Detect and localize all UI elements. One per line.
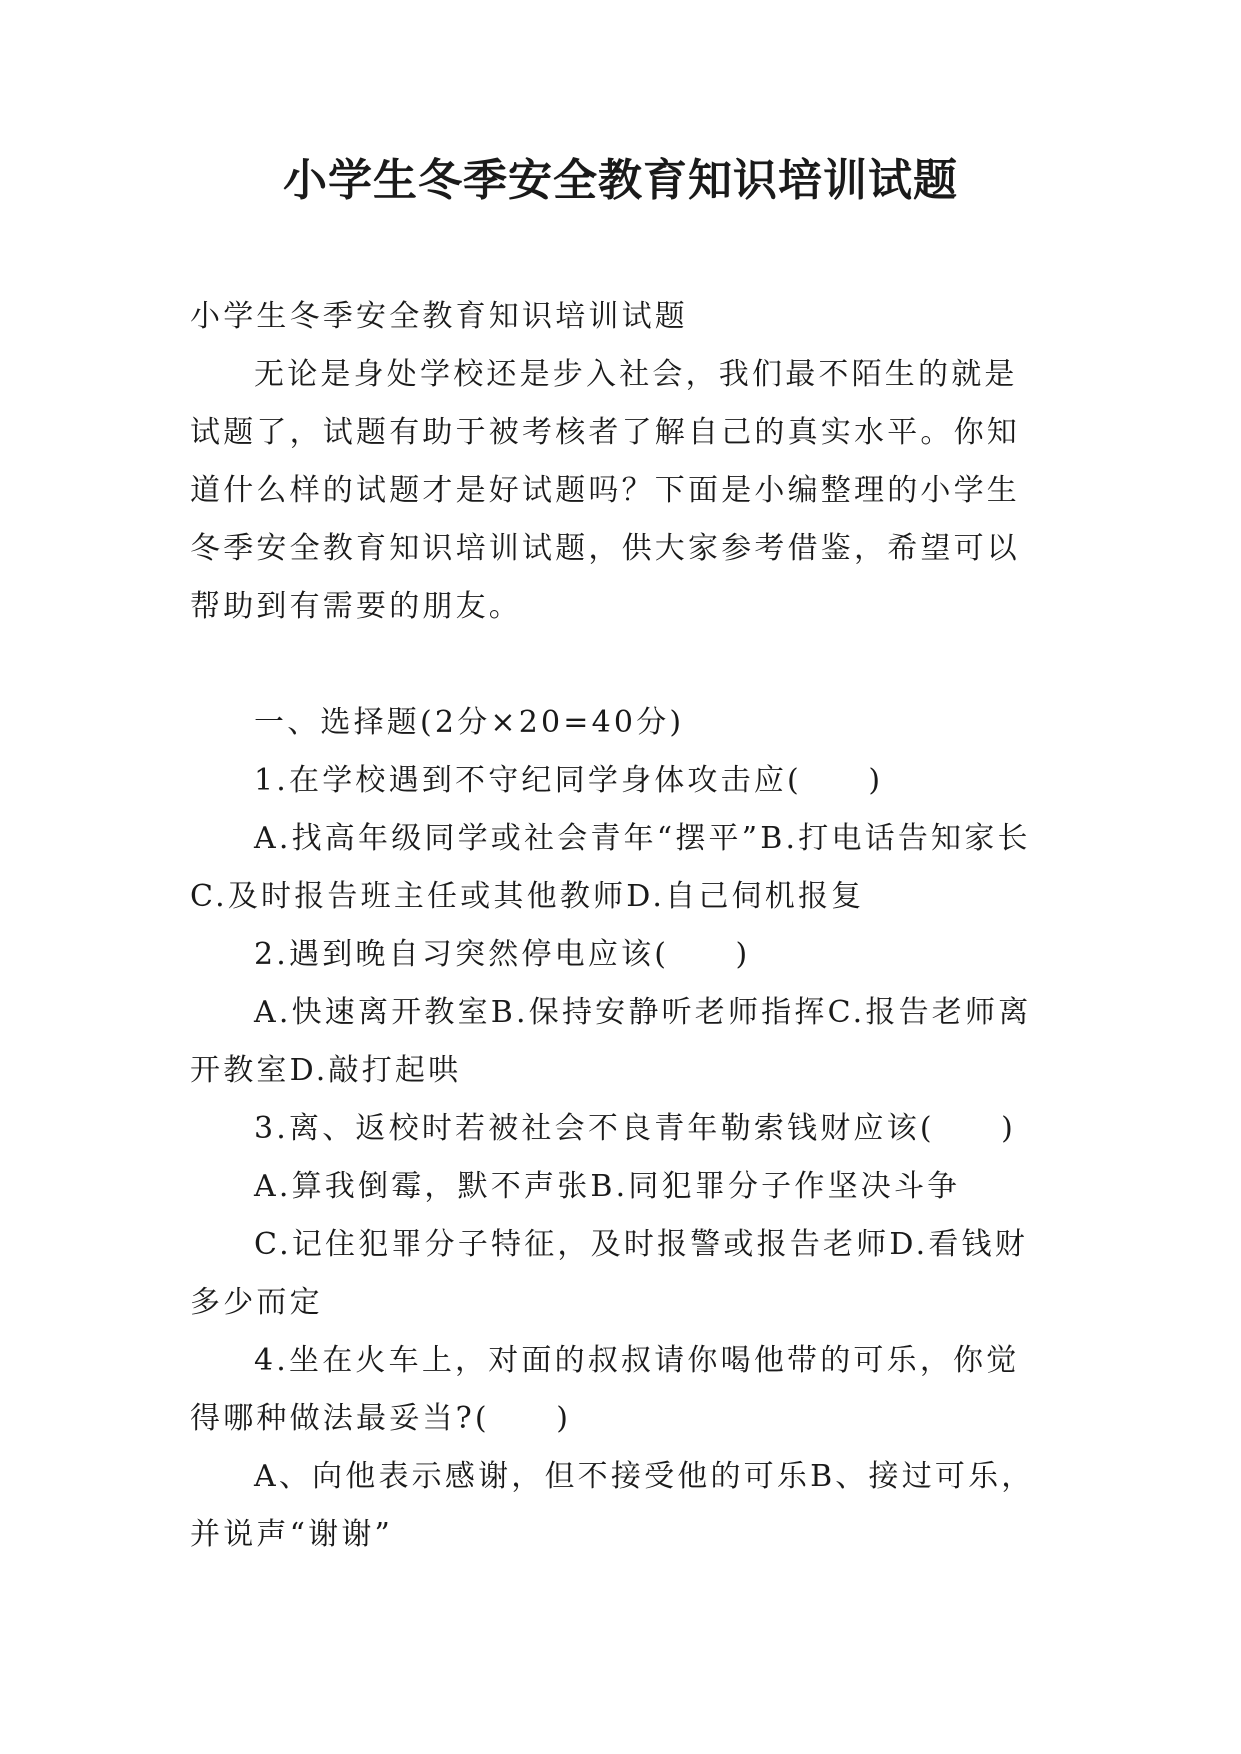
question-options: A.算我倒霉，默不声张B.同犯罪分子作坚决斗争 bbox=[254, 1169, 961, 1204]
intro-paragraph: 无论是身处学校还是步入社会，我们最不陌生的就是试题了，试题有助于被考核者了解自己的真实水平。你知道什么样的试题才是好试题吗？下面是小编整理的小学生冬季安全教育知识培训试题，供大家参考借鉴，希望可以帮助到有需要的朋友。 bbox=[190, 357, 1020, 624]
document-body bbox=[190, 288, 1050, 1564]
question-stem: 1.在学校遇到不守纪同学身体攻击应( ) bbox=[254, 763, 884, 798]
section-heading: 一、选择题(2分×20=40分) bbox=[254, 705, 685, 740]
question-stem: 4.坐在火车上，对面的叔叔请你喝他带的可乐，你觉得哪种做法最妥当?( ) bbox=[190, 1343, 1020, 1436]
question-stem: 3.离、返校时若被社会不良青年勒索钱财应该( ) bbox=[254, 1111, 1017, 1146]
document-subtitle: 小学生冬季安全教育知识培训试题 bbox=[190, 299, 688, 334]
paragraph-spacer bbox=[190, 636, 1050, 694]
question-options: C.记住犯罪分子特征，及时报警或报告老师D.看钱财多少而定 bbox=[190, 1227, 1028, 1320]
question-options: A.找高年级同学或社会青年“摆平”B.打电话告知家长C.及时报告班主任或其他教师D.自己伺机报复 bbox=[190, 821, 1031, 914]
document-title: 小学生冬季安全教育知识培训试题 bbox=[283, 155, 958, 206]
question-stem: 2.遇到晚自习突然停电应该( ) bbox=[254, 937, 751, 972]
question-options: A、向他表示感谢，但不接受他的可乐B、接过可乐，并说声“谢谢” bbox=[190, 1459, 1035, 1552]
question-options: A.快速离开教室B.保持安静听老师指挥C.报告老师离开教室D.敲打起哄 bbox=[190, 995, 1032, 1088]
